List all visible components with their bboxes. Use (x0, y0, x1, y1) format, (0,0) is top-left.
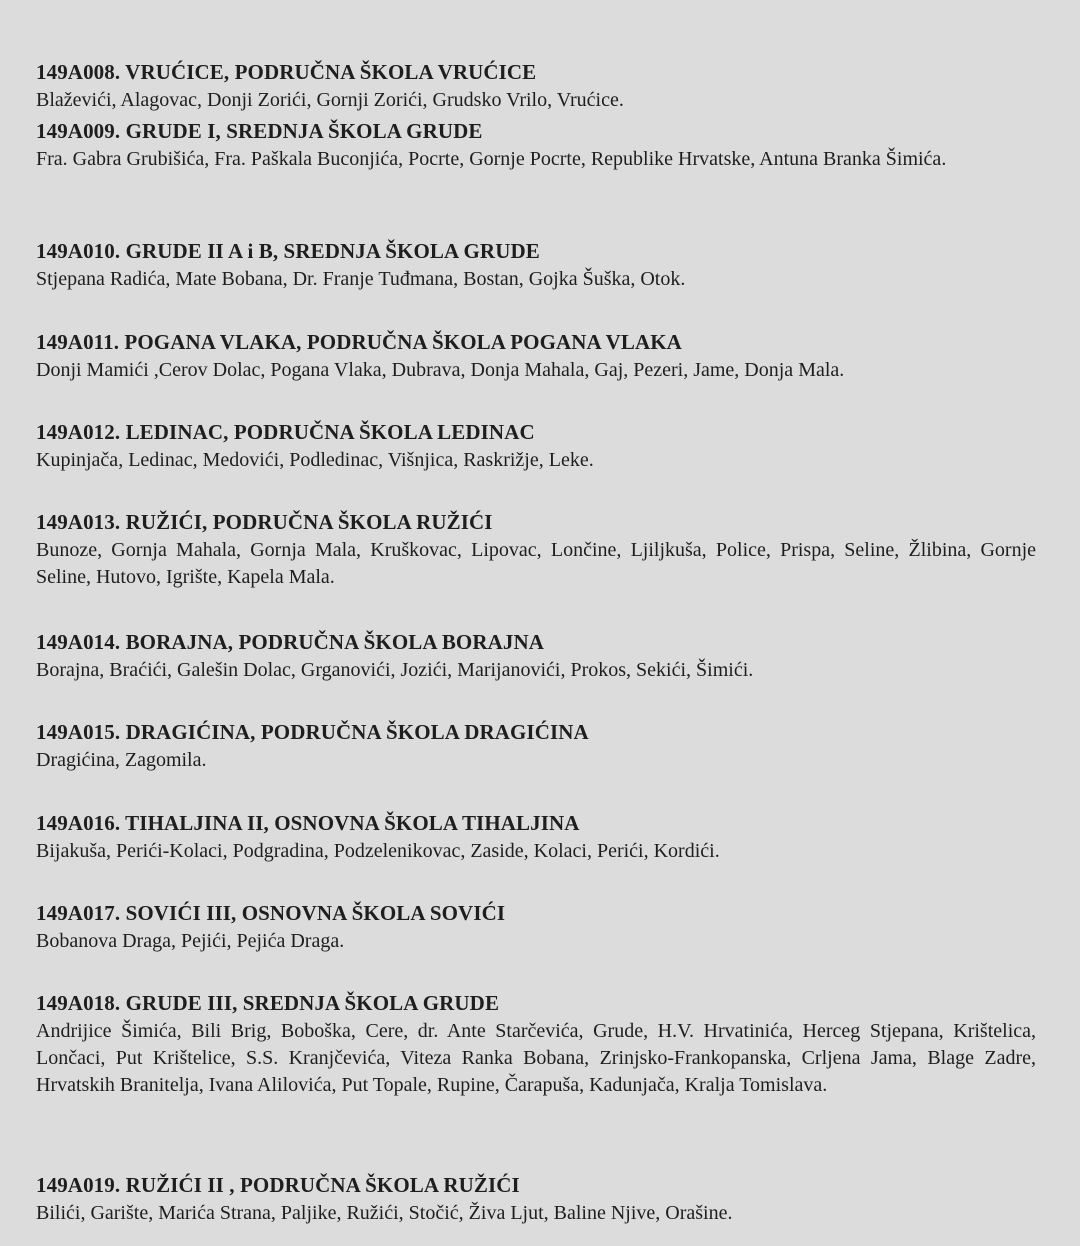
station-places: Stjepana Radića, Mate Bobana, Dr. Franje Tuđmana, Bostan, Gojka Šuška, Otok. (36, 268, 686, 290)
station-heading: 149A014. BORAJNA, PODRUČNA ŠKOLA BORAJNA (36, 630, 545, 654)
polling-station-entry (36, 898, 1036, 955)
station-places: Borajna, Braćići, Galešin Dolac, Grganovići, Jozići, Marijanovići, Prokos, Sekići, Šimići. (36, 659, 754, 681)
station-places: Kupinjača, Ledinac, Medovići, Podledinac, Višnjica, Raskrižje, Leke. (36, 449, 594, 471)
station-places: Blaževići, Alagovac, Donji Zorići, Gornji Zorići, Grudsko Vrilo, Vrućice. (36, 89, 624, 111)
polling-station-entry (36, 808, 1036, 865)
polling-station-entry (36, 1170, 1036, 1227)
polling-station-entry (36, 717, 1036, 774)
station-places: Bijakuša, Perići-Kolaci, Podgradina, Podzelenikovac, Zaside, Kolaci, Perići, Kordići. (36, 840, 720, 862)
station-heading: 149A017. SOVIĆI III, OSNOVNA ŠKOLA SOVIĆI (36, 901, 506, 925)
station-heading: 149A010. GRUDE II A i B, SREDNJA ŠKOLA GRUDE (36, 239, 540, 263)
station-heading: 149A008. VRUĆICE, PODRUČNA ŠKOLA VRUĆICE (36, 60, 537, 84)
station-heading: 149A012. LEDINAC, PODRUČNA ŠKOLA LEDINAC (36, 420, 535, 444)
station-heading: 149A019. RUŽIĆI II , PODRUČNA ŠKOLA RUŽIĆI (36, 1173, 520, 1197)
station-places: Bilići, Garište, Marića Strana, Paljike, Ružići, Stočić, Živa Ljut, Baline Njive, Orašine. (36, 1202, 733, 1224)
station-heading: 149A015. DRAGIĆINA, PODRUČNA ŠKOLA DRAGIĆINA (36, 720, 589, 744)
station-heading: 149A011. POGANA VLAKA, PODRUČNA ŠKOLA POGANA VLAKA (36, 330, 682, 354)
polling-station-entry (36, 507, 1036, 591)
station-heading: 149A009. GRUDE I, SREDNJA ŠKOLA GRUDE (36, 119, 483, 143)
station-heading: 149A013. RUŽIĆI, PODRUČNA ŠKOLA RUŽIĆI (36, 510, 493, 534)
polling-station-entry (36, 627, 1036, 684)
station-heading: 149A016. TIHALJINA II, OSNOVNA ŠKOLA TIHALJINA (36, 811, 580, 835)
polling-station-entry (36, 236, 1036, 293)
polling-station-entry (36, 116, 1036, 173)
polling-station-entry (36, 417, 1036, 474)
station-places: Donji Mamići ,Cerov Dolac, Pogana Vlaka, Dubrava, Donja Mahala, Gaj, Pezeri, Jame, Donja Mala. (36, 359, 845, 381)
station-places: Dragićina, Zagomila. (36, 749, 207, 771)
polling-station-entry (36, 57, 1036, 114)
station-heading: 149A018. GRUDE III, SREDNJA ŠKOLA GRUDE (36, 991, 500, 1015)
station-places: Fra. Gabra Grubišića, Fra. Paškala Buconjića, Pocrte, Gornje Pocrte, Republike Hrvatske, Antuna Branka Šimića. (36, 148, 947, 170)
polling-station-entry (36, 327, 1036, 384)
polling-station-entry (36, 988, 1036, 1099)
station-places: Bunoze, Gornja Mahala, Gornja Mala, Kruškovac, Lipovac, Lončine, Ljiljkuša, Police, Prispa, Seline, Žlibina, Gornje Seline, Hutovo, Igrište, Kapela Mala. (36, 539, 1036, 588)
station-places: Bobanova Draga, Pejići, Pejića Draga. (36, 930, 345, 952)
station-places: Andrijice Šimića, Bili Brig, Boboška, Cere, dr. Ante Starčevića, Grude, H.V. Hrvatinića, Herceg Stjepana, Krištelica, Lončaci, Put Krištelice, S.S. Kranjčevića, Viteza Ranka Bobana, Zrinjsko-Frankopanska, Crljena Jama, Blage Zadre, Hrvatskih Branitelja, Ivana Alilovića, Put Topale, Rupine, Čarapuša, Kadunjača, Kralja Tomislava. (36, 1020, 1036, 1096)
